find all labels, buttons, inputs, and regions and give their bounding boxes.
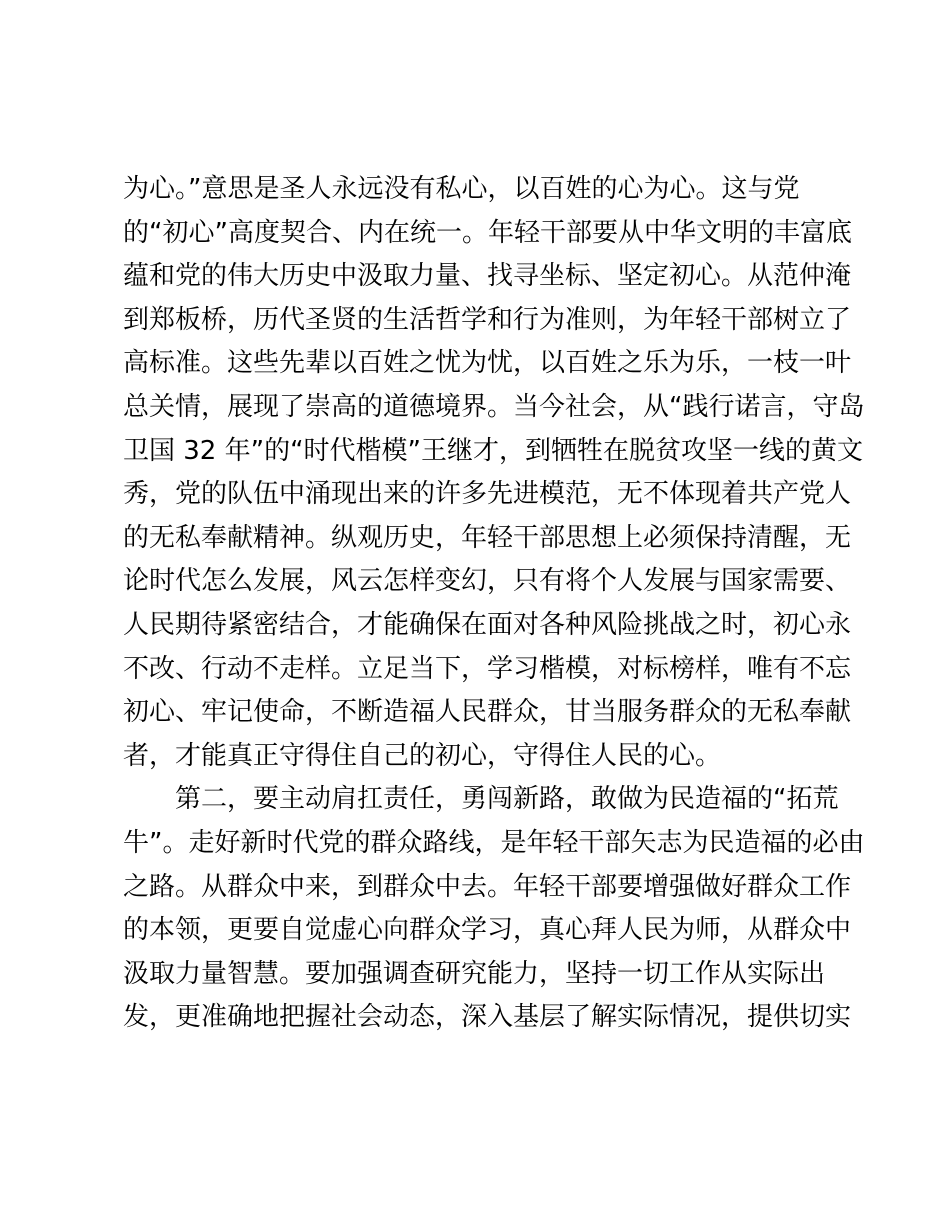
text-line: 初心、牢记使命，不断造福人民群众，甘当服务群众的无私奉献 [123,697,852,728]
text-line: 的本领，更要自觉虚心向群众学习，真心拜人民为师，从群众中 [123,915,852,946]
text-line: 为心。”意思是圣人永远没有私心，以百姓的心为心。这与党 [123,174,800,204]
text-line: 蕴和党的伟大历史中汲取力量、找寻坐标、坚定初心。从范仲淹 [123,261,852,292]
text-line: 到郑板桥，历代圣贤的生活哲学和行为准则，为年轻干部树立了 [123,304,852,335]
text-line: 总关情，展现了崇高的道德境界。当今社会，从“践行诺言，守岛 [123,391,865,422]
text-line: 不改、行动不走样。立足当下，学习楷模，对标榜样，唯有不忘 [123,653,852,684]
text-line: 之路。从群众中来，到群众中去。年轻干部要增强做好群众工作 [123,871,852,902]
text-line: 者，才能真正守得住自己的初心，守得住人民的心。 [123,740,722,771]
text-line: 的“初心”高度契合、内在统一。年轻干部要从中华文明的丰富底 [123,217,852,248]
text-line: 论时代怎么发展，风云怎样变幻，只有将个人发展与国家需要、 [123,566,852,597]
text-line: 高标准。这些先辈以百姓之忧为忧，以百姓之乐为乐，一枝一叶 [123,348,852,379]
text-line: 汲取力量智慧。要加强调查研究能力，坚持一切工作从实际出 [123,958,826,989]
text-line: 的无私奉献精神。纵观历史，年轻干部思想上必须保持清醒，无 [123,522,852,553]
body-text [123,168,865,1040]
text-line: 牛”。走好新时代党的群众路线，是年轻干部矢志为民造福的必由 [123,827,865,858]
text-line: 发，更准确地把握社会动态，深入基层了解实际情况，提供切实 [123,1002,852,1033]
text-line: 秀，党的队伍中涌现出来的许多先进模范，无不体现着共产党人 [123,479,852,510]
text-line: 卫国 32 年”的“时代楷模”王继才，到牺牲在脱贫攻坚一线的黄文 [123,435,864,466]
paragraph-first-line: 第二，要主动肩扛责任，勇闯新路，敢做为民造福的“拓荒 [175,784,839,815]
text-line: 人民期待紧密结合，才能确保在面对各种风险挑战之时，初心永 [123,609,852,640]
